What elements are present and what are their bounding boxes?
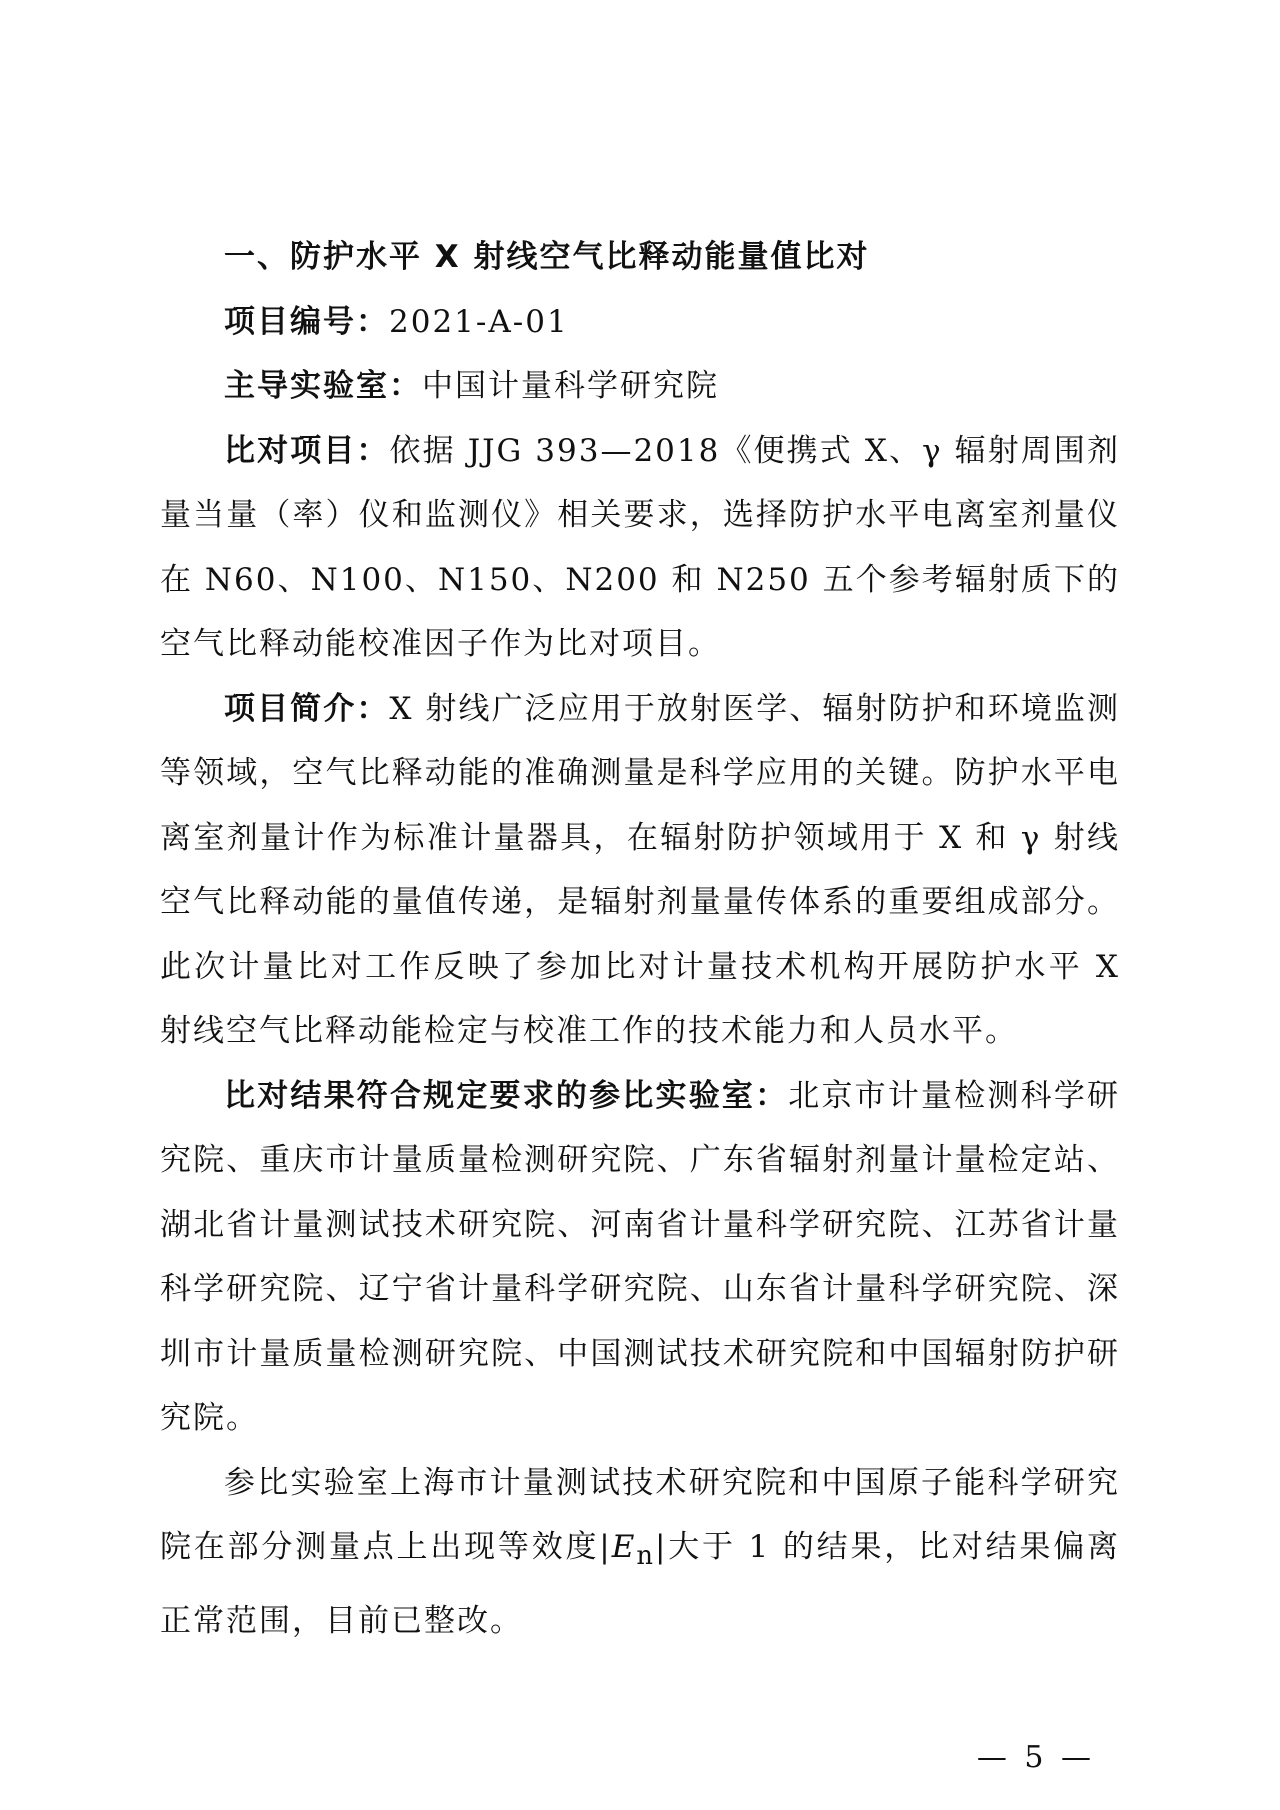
comparison-item-paragraph bbox=[160, 419, 1120, 677]
deviation-note-text-1: 参比实验室上海市计量测试技术研究院和中国原子能科学研究院在部分测量点上出现等效度| bbox=[160, 1464, 1120, 1565]
lead-lab-line bbox=[160, 354, 1120, 419]
lead-lab-value: 中国计量科学研究院 bbox=[422, 368, 719, 404]
compliant-labs-paragraph bbox=[160, 1064, 1120, 1451]
equivalence-subscript: n bbox=[636, 1541, 656, 1572]
project-number-label: 项目编号： bbox=[224, 303, 389, 340]
page-number: — 5 — bbox=[976, 1740, 1095, 1775]
compliant-labs-label: 比对结果符合规定要求的参比实验室： bbox=[224, 1077, 789, 1114]
comparison-item-label: 比对项目： bbox=[224, 432, 390, 469]
project-intro-text: X 射线广泛应用于放射医学、辐射防护和环境监测等领域，空气比释动能的准确测量是科学应用的关键。防护水平电离室剂量计作为标准计量器具，在辐射防护领域用于 X 和 γ 射线空气比释动能的量值传递，是辐射剂量量传体系的重要组成部分。此次计量比对工作反映了参加比对计量技术机构开展防护水平 X 射线空气比释动能检定与校准工作的技术能力和人员水平。 bbox=[160, 690, 1121, 1049]
lead-lab-label: 主导实验室： bbox=[224, 368, 422, 404]
project-intro-label: 项目简介： bbox=[224, 690, 390, 727]
project-number-value: 2021-A-01 bbox=[389, 303, 569, 340]
project-intro-paragraph bbox=[160, 677, 1120, 1064]
compliant-labs-text: 北京市计量检测科学研究院、重庆市计量质量检测研究院、广东省辐射剂量计量检定站、湖北省计量测试技术研究院、河南省计量科学研究院、江苏省计量科学研究院、辽宁省计量科学研究院、山东省计量科学研究院、深圳市计量质量检测研究院、中国测试技术研究院和中国辐射防护研究院。 bbox=[160, 1077, 1121, 1436]
comparison-item-text: 依据 JJG 393—2018《便携式 X、γ 辐射周围剂量当量（率）仪和监测仪》相关要求，选择防护水平电离室剂量仪在 N60、N100、N150、N200 和 N250 五个参考辐射质下的空气比释动能校准因子作为比对项目。 bbox=[160, 432, 1120, 662]
document-page bbox=[160, 225, 1120, 1653]
project-number-line bbox=[160, 290, 1120, 355]
section-title: 一、防护水平 X 射线空气比释动能量值比对 bbox=[224, 239, 870, 275]
deviation-note-text-2: |大于 1 的结果，比对结果偏离正常范围，目前已整改。 bbox=[160, 1529, 1120, 1639]
deviation-note-paragraph bbox=[160, 1451, 1120, 1654]
equivalence-symbol: E bbox=[611, 1529, 637, 1565]
